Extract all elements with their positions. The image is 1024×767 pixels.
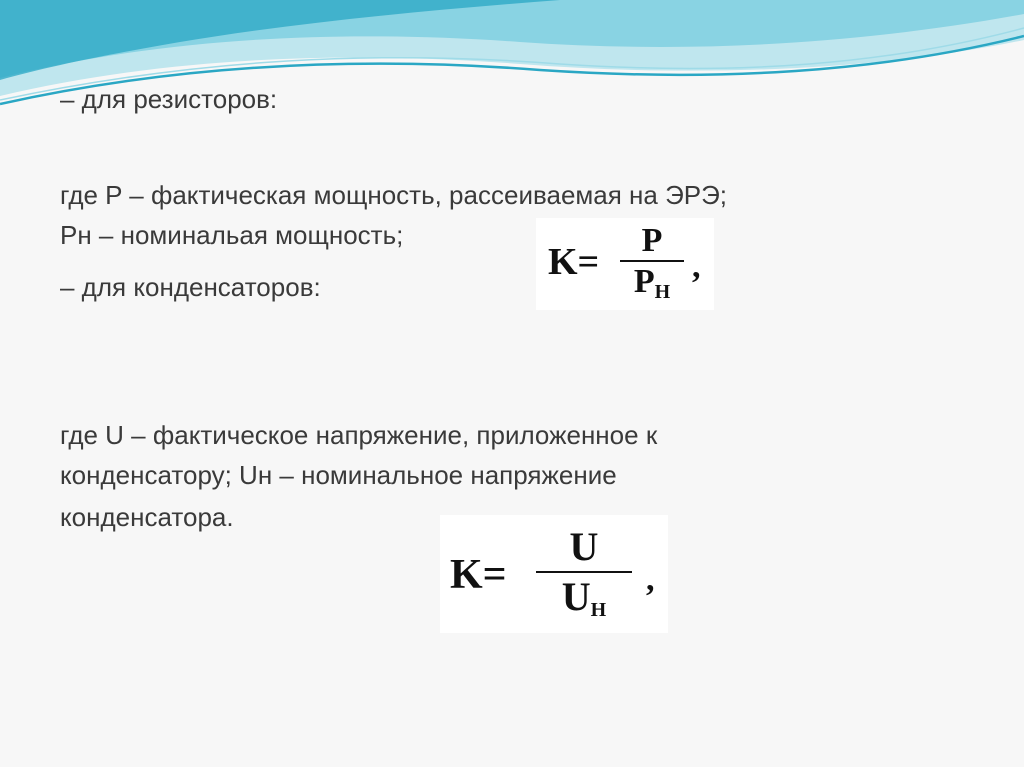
formula-capacitor-subscript: H [590,599,607,621]
formula-resistor-denominator [620,262,684,306]
formula-resistor-lhs: K= [548,241,600,283]
formula-resistor-subscript: H [654,281,671,303]
text-line-pn: Pн – номинальая мощность; [60,220,404,250]
formula-capacitor-denominator [536,573,632,628]
formula-capacitor-fraction [536,523,632,628]
formula-resistor [536,218,714,310]
text-line-capacitor-end: конденсатора. [60,502,234,532]
formula-resistor-comma: , [692,248,701,285]
formula-capacitor-lhs: K= [450,552,507,598]
formula-capacitor-den-main: U [561,574,591,619]
text-line-where-u: где U – фактическое напряжение, приложенное к [60,420,658,450]
formula-capacitor-numerator: U [569,524,599,569]
formula-capacitor-comma: , [646,561,655,598]
text-line-un: конденсатору; Uн – номинальное напряжение [60,460,617,490]
text-line-where-p: где P – фактическая мощность, рассеиваемая на ЭРЭ; [60,180,728,210]
text-line-capacitors: – для конденсаторов: [60,272,321,302]
formula-resistor-fraction [620,222,684,306]
formula-capacitor [440,515,668,633]
formula-resistor-den-main: P [633,263,655,300]
formula-resistor-numerator: P [641,222,663,259]
text-line-resistors: – для резисторов: [60,84,278,114]
